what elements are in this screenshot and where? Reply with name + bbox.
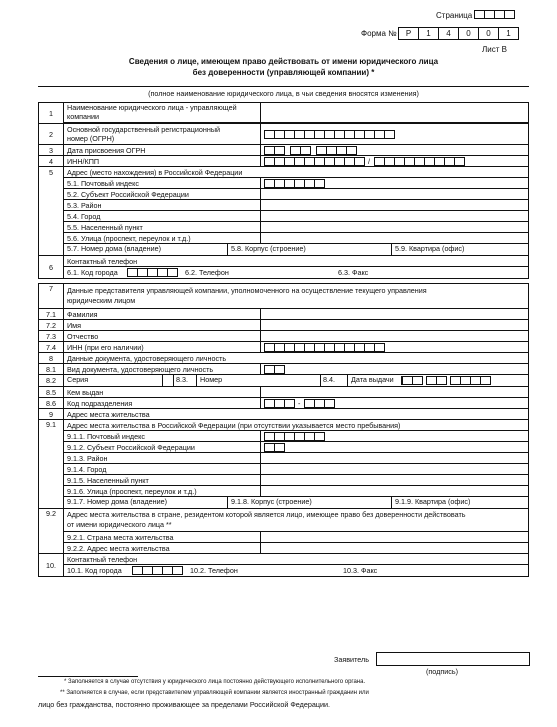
- row-number: 4: [39, 156, 64, 167]
- postcode-field-2[interactable]: [261, 431, 529, 442]
- row-number: 7.4: [39, 342, 64, 353]
- surname-label: Фамилия: [64, 309, 261, 320]
- house-row: [64, 244, 529, 256]
- patronymic-field[interactable]: [261, 331, 529, 342]
- doc-type-field[interactable]: [261, 364, 529, 375]
- flat-label: 5.9. Квартира (офис): [395, 244, 465, 253]
- name-underline: [38, 86, 529, 87]
- row-number: 8: [39, 353, 64, 364]
- page-number-cells[interactable]: [474, 10, 514, 19]
- flat-label-2: 9.1.9. Квартира (офис): [395, 497, 471, 506]
- row-number: 6: [39, 256, 64, 279]
- representative-label-2: юридическим лицом: [67, 296, 136, 305]
- street-label: 5.6. Улица (проспект, переулок и т.д.): [64, 233, 261, 244]
- surname-field[interactable]: [261, 309, 529, 320]
- house-label: 5.7. Номер дома (владение): [64, 244, 228, 255]
- city-code-field-2[interactable]: [132, 566, 182, 575]
- applicant-label: Заявитель: [334, 655, 369, 664]
- company-name-field[interactable]: [261, 103, 529, 123]
- city-code-label: 6.1. Код города: [67, 268, 118, 277]
- inn-kpp-label: ИНН/КПП: [64, 156, 261, 167]
- form-number: Р 1 4 0 0 1: [398, 27, 518, 40]
- signature-caption: (подпись): [426, 667, 458, 676]
- representative-label: [64, 284, 529, 309]
- region-label-2: 9.1.2. Субъект Российской Федерации: [64, 442, 261, 453]
- title-line-2: без доверенности (управляющей компании) *: [192, 68, 375, 77]
- row-number: 9: [39, 409, 64, 420]
- row-7: [39, 284, 529, 309]
- residence-rf-label: Адрес места жительства в Российской Федерации (при отсутствии указывается место пребывания): [64, 420, 529, 431]
- patronymic-label: Отчество: [64, 331, 261, 342]
- row-number: 8.1: [39, 364, 64, 375]
- city-field[interactable]: [261, 211, 529, 222]
- row-1: [39, 103, 529, 123]
- region-field[interactable]: [261, 189, 529, 200]
- foreign-residence-label-1: Адрес места жительства в стране, резидентом которой является лицо, имеющее право без доверенности действовать: [67, 510, 466, 519]
- region-label: 5.2. Субъект Российской Федерации: [64, 189, 261, 200]
- row-number: 9.1: [39, 420, 64, 509]
- corp-label: 5.8. Корпус (строение): [228, 244, 392, 255]
- city-label: 5.4. Город: [64, 211, 261, 222]
- fax-label: 6.3. Факс: [338, 268, 369, 277]
- locality-label: 5.5. Населенный пункт: [64, 222, 261, 233]
- representative-label-1: Данные представителя управляющей компании, уполномоченного на осуществление текущего управления: [67, 286, 427, 295]
- street-label-2: 9.1.6. Улица (проспект, переулок и т.д.): [64, 486, 261, 497]
- row-6: [39, 256, 529, 267]
- foreign-address-field[interactable]: [261, 543, 529, 554]
- row-number: 8.6: [39, 398, 64, 409]
- inn-person-field[interactable]: [261, 342, 529, 353]
- issued-by-label: Кем выдан: [64, 387, 261, 398]
- ogrn-date-field[interactable]: [261, 145, 529, 156]
- issue-date-field[interactable]: [401, 376, 490, 385]
- footnote-divider: [38, 676, 138, 677]
- doc-type-label: Вид документа, удостоверяющего личность: [64, 364, 261, 375]
- title-line-1: Сведения о лице, имеющем право действовать от имени юридического лица: [128, 57, 439, 66]
- row-number: 8.5: [39, 387, 64, 398]
- city-field-2[interactable]: [261, 464, 529, 475]
- footnote-1: * Заполняется в случае отсутствия у юридического лица постоянно действующего исполнительного органа.: [64, 679, 366, 685]
- row-5: [39, 167, 529, 178]
- phone-row-2: [64, 565, 529, 577]
- house-row-2: [64, 497, 529, 509]
- postcode-label-2: 9.1.1. Почтовый индекс: [64, 431, 261, 442]
- number-num: 8.3.: [173, 375, 196, 386]
- address-label: Адрес (место нахождения) в Российской Федерации: [64, 167, 529, 178]
- page-label: Страница: [436, 11, 473, 20]
- city-label-2: 9.1.4. Город: [64, 464, 261, 475]
- division-code-field[interactable]: [261, 398, 529, 409]
- row-number: 8.2: [39, 375, 64, 387]
- name-field[interactable]: [261, 320, 529, 331]
- inn-kpp-separator: /: [368, 156, 370, 166]
- row-4: [39, 156, 529, 167]
- row-number: 3: [39, 145, 64, 156]
- row-number: 1: [39, 103, 64, 124]
- phone-label-2: Контактный телефон: [64, 554, 529, 565]
- postcode-label: 5.1. Почтовый индекс: [64, 178, 261, 189]
- house-label-2: 9.1.7. Номер дома (владение): [64, 497, 228, 508]
- street-field-2[interactable]: [261, 486, 529, 497]
- footnote-3: лицо без гражданства, постоянно проживающее за пределами Российской Федерации.: [38, 700, 330, 709]
- country-label: 9.2.1. Страна места жительства: [64, 532, 261, 543]
- issue-date-num: 8.4.: [320, 375, 347, 386]
- division-separator: -: [298, 398, 301, 408]
- form-label: Форма №: [361, 29, 397, 38]
- telephone-label-2: 10.2. Телефон: [190, 566, 238, 575]
- district-field-2[interactable]: [261, 453, 529, 464]
- locality-field[interactable]: [261, 222, 529, 233]
- street-field[interactable]: [261, 233, 529, 244]
- row-3: [39, 145, 529, 156]
- foreign-residence-label-2: от имени юридического лица **: [67, 520, 172, 529]
- residence-label: Адрес места жительства: [64, 409, 529, 420]
- ogrn-label-1: Основной государственный регистрационный: [67, 125, 221, 134]
- issue-date-label: Дата выдачи: [347, 375, 401, 386]
- country-field[interactable]: [261, 532, 529, 543]
- district-label: 5.3. Район: [64, 200, 261, 211]
- signature-field[interactable]: [376, 652, 530, 666]
- division-code-label: Код подразделения: [64, 398, 261, 409]
- series-label: Серия: [64, 375, 163, 386]
- row-number: 7.1: [39, 309, 64, 320]
- telephone-label: 6.2. Телефон: [185, 268, 229, 277]
- row-number: 7.3: [39, 331, 64, 342]
- region-field-2[interactable]: [261, 442, 529, 453]
- district-field[interactable]: [261, 200, 529, 211]
- inn-person-label: ИНН (при его наличии): [64, 342, 261, 353]
- company-name-label: Наименование юридического лица - управляющей компании: [64, 103, 261, 123]
- corp-label-2: 9.1.8. Корпус (строение): [228, 497, 392, 508]
- phone-label: Контактный телефон: [64, 256, 529, 267]
- id-document-label: Данные документа, удостоверяющего личность: [64, 353, 529, 364]
- ogrn-label: [64, 124, 261, 145]
- row-number: 7.2: [39, 320, 64, 331]
- postcode-field[interactable]: [261, 178, 529, 189]
- locality-label-2: 9.1.5. Населенный пункт: [64, 475, 261, 486]
- row-2: [39, 124, 529, 145]
- district-label-2: 9.1.3. Район: [64, 453, 261, 464]
- locality-field-2[interactable]: [261, 475, 529, 486]
- row-number: 10.: [39, 554, 64, 577]
- row-number: 5: [39, 167, 64, 256]
- foreign-residence-label: [64, 509, 529, 532]
- issued-by-field[interactable]: [261, 387, 529, 398]
- city-code-field[interactable]: [127, 268, 177, 277]
- ogrn-label-2: номер (ОГРН): [67, 134, 115, 143]
- phone-row: [64, 267, 529, 279]
- ogrn-date-label: Дата присвоения ОГРН: [64, 145, 261, 156]
- row-number: 2: [39, 124, 64, 145]
- row-number: 7: [39, 284, 64, 309]
- form-table: [38, 102, 529, 577]
- name-label: Имя: [64, 320, 261, 331]
- number-label: Номер: [196, 375, 320, 386]
- fax-label-2: 10.3. Факс: [343, 566, 378, 575]
- city-code-label-2: 10.1. Код города: [67, 566, 122, 575]
- row-number: 9.2: [39, 509, 64, 554]
- subtitle: (полное наименование юридического лица, в чьи сведения вносятся изменения): [148, 89, 419, 98]
- doc-series-row: [64, 375, 529, 387]
- ogrn-field[interactable]: [261, 124, 529, 145]
- inn-kpp-field[interactable]: [261, 156, 529, 167]
- sheet-label: Лист В: [482, 45, 507, 54]
- footnote-2: ** Заполняется в случае, если представителем управляющей компании является иностранный гражданин или: [60, 690, 369, 696]
- foreign-address-label: 9.2.2. Адрес места жительства: [64, 543, 261, 554]
